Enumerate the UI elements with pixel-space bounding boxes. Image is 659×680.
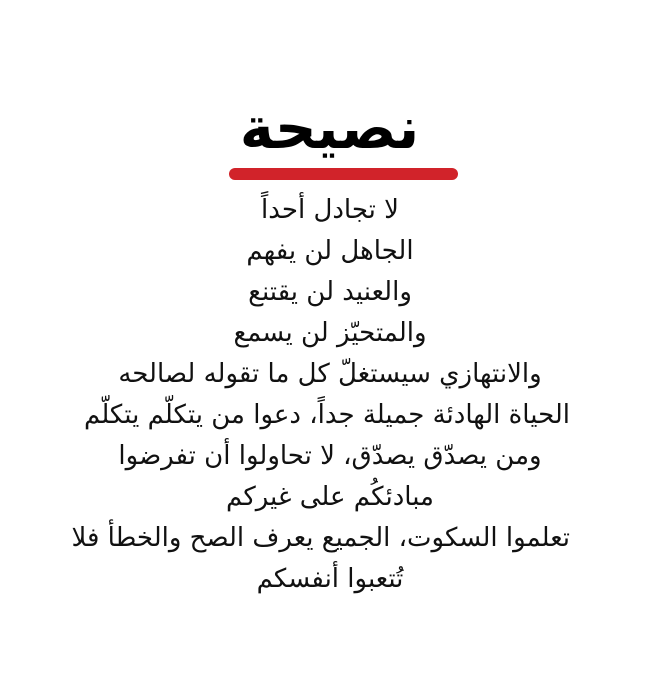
title: نصيحة (239, 94, 420, 162)
title-underline (229, 168, 458, 180)
advice-line: والعنيد لن يقتنع (248, 277, 412, 307)
advice-line: الحياة الهادئة جميلة جداً، دعوا من يتكلّم يتكلّم (84, 400, 570, 430)
advice-line: لا تجادل أحداً (261, 195, 399, 225)
advice-line: ومن يصدّق يصدّق، لا تحاولوا أن تفرضوا (118, 441, 542, 471)
advice-line: تُتعبوا أنفسكم (256, 564, 404, 594)
advice-line: تعلموا السكوت، الجميع يعرف الصح والخطأ فلا (71, 523, 570, 553)
advice-line: مبادئكُم على غيركم (226, 482, 434, 512)
advice-line: والمتحيّز لن يسمع (233, 318, 427, 348)
advice-line: الجاهل لن يفهم (246, 236, 414, 266)
advice-text (71, 190, 570, 600)
advice-line: والانتهازي سيستغلّ كل ما تقوله لصالحه (118, 359, 542, 389)
